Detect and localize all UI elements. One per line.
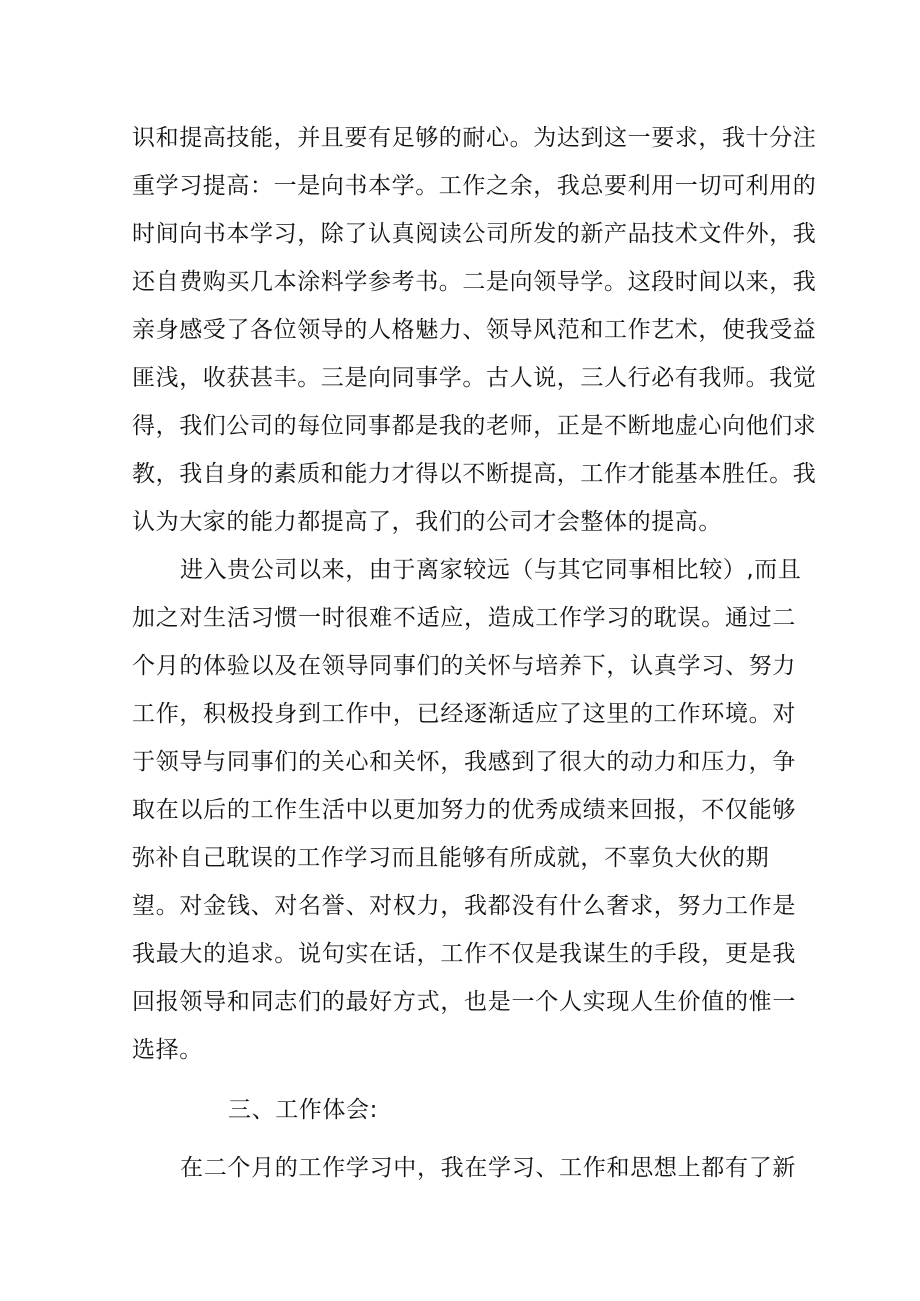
paragraph-2-line-5: 于领导与同事们的关心和关怀，我感到了很大的动力和压力，争	[132, 749, 796, 775]
paragraph-2-line-11: 选择。	[132, 1037, 203, 1063]
paragraph-2-line-2: 加之对生活习惯一时很难不适应，造成工作学习的耽误。通过二	[132, 605, 796, 631]
paragraph-1-line-1: 识和提高技能，并且要有足够的耐心。为达到这一要求，我十分注	[132, 125, 817, 151]
paragraph-2-line-9: 我最大的追求。说句实在话，工作不仅是我谋生的手段，更是我	[132, 941, 796, 967]
paragraph-2-line-4: 工作，积极投身到工作中，已经逐渐适应了这里的工作环境。对	[132, 701, 796, 727]
paragraph-3-line-1: 在二个月的工作学习中，我在学习、工作和思想上都有了新	[180, 1155, 796, 1181]
paragraph-1-line-3: 时间向书本学习，除了认真阅读公司所发的新产品技术文件外，我	[132, 221, 817, 247]
paragraph-1-line-5: 亲身感受了各位领导的人格魅力、领导风范和工作艺术，使我受益	[132, 317, 817, 343]
section-heading: 三、工作体会:	[228, 1097, 378, 1123]
paragraph-1-line-6: 匪浅，收获甚丰。三是向同事学。古人说，三人行必有我师。我觉	[132, 365, 817, 391]
paragraph-1-line-7: 得，我们公司的每位同事都是我的老师，正是不断地虚心向他们求	[132, 413, 817, 439]
paragraph-2-line-8: 望。对金钱、对名誉、对权力，我都没有什么奢求，努力工作是	[132, 893, 796, 919]
paragraph-1-line-8: 教，我自身的素质和能力才得以不断提高，工作才能基本胜任。我	[132, 461, 817, 487]
paragraph-2-line-7: 弥补自己耽误的工作学习而且能够有所成就，不辜负大伙的期	[132, 845, 770, 871]
paragraph-2-line-3: 个月的体验以及在领导同事们的关怀与培养下，认真学习、努力	[132, 653, 796, 679]
paragraph-1-line-2: 重学习提高：一是向书本学。工作之余，我总要利用一切可利用的	[132, 173, 817, 199]
paragraph-2-line-10: 回报领导和同志们的最好方式，也是一个人实现人生价值的惟一	[132, 989, 796, 1015]
paragraph-2-line-1: 进入贵公司以来，由于离家较远（与其它同事相比较）,而且	[180, 557, 802, 583]
paragraph-1-line-4: 还自费购买几本涂料学参考书。二是向领导学。这段时间以来，我	[132, 269, 817, 295]
paragraph-1-line-9: 认为大家的能力都提高了，我们的公司才会整体的提高。	[132, 509, 722, 535]
paragraph-2-line-6: 取在以后的工作生活中以更加努力的优秀成绩来回报，不仅能够	[132, 797, 796, 823]
